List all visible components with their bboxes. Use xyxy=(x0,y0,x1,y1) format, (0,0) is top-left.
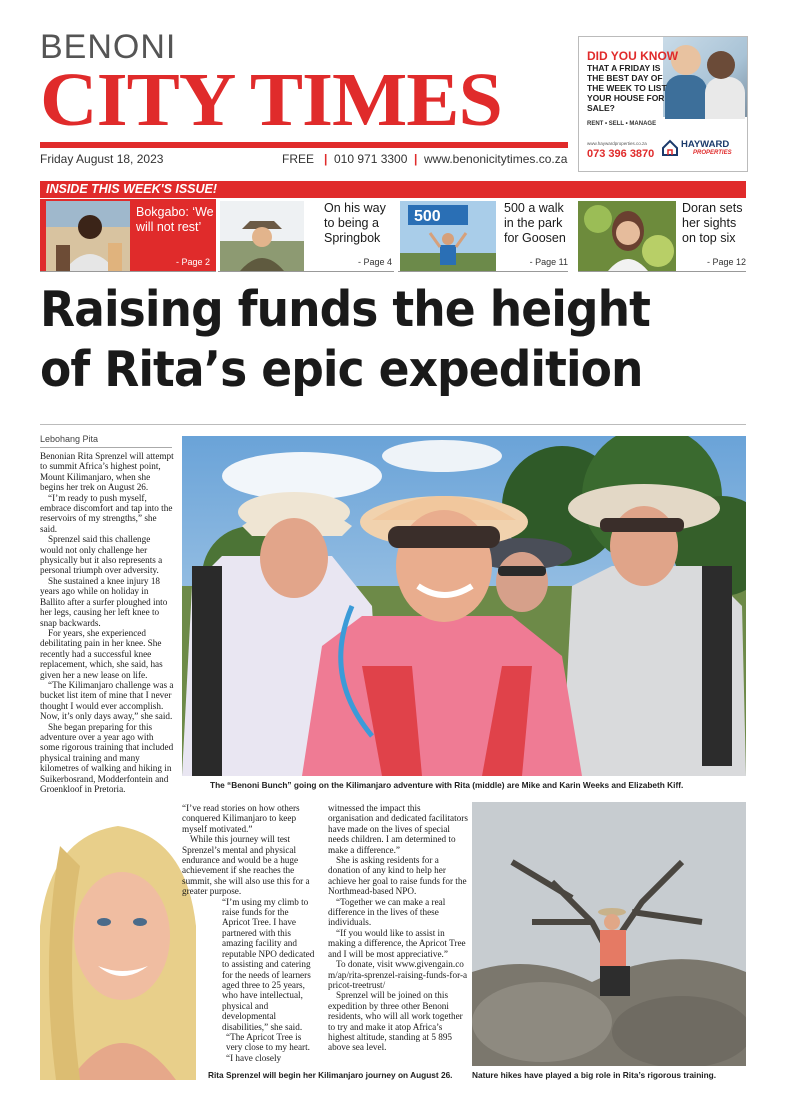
divider: | xyxy=(414,152,418,166)
teaser-item[interactable] xyxy=(398,199,568,272)
issue-info-bar xyxy=(40,152,570,168)
paragraph: “Together we can make a real difference in the lives of these individuals. xyxy=(328,896,446,928)
masthead-title: CITY TIMES xyxy=(40,58,502,142)
article-column-1 xyxy=(40,451,174,794)
runner-500-photo xyxy=(400,201,496,271)
issue-price: FREE xyxy=(282,152,315,166)
hike-photo-caption: Nature hikes have played a big role in Rita’s rigorous training. xyxy=(472,1070,717,1080)
article-column-2 xyxy=(182,803,318,1063)
ad-url: www.haywardproperties.co.za xyxy=(587,141,647,146)
donation-link[interactable]: To donate, visit www.givengain.com/ap/rita-sprenzel-raising-funds-for-apricot-treetrust/ xyxy=(328,959,468,990)
paragraph: “I’ve read stories on how others conquered Kilimanjaro to keep myself motivated.” xyxy=(182,803,300,834)
teaser-title: On his way to being a Springbok xyxy=(324,201,386,245)
ad-phone: 073 396 3870 xyxy=(587,148,655,160)
headline-line: Raising funds the height xyxy=(40,281,650,338)
benoni-bunch-photo xyxy=(182,436,746,776)
paragraph: She is asking residents for a donation of any kind to help her achieve her goal to raise funds for the Northmead-based NPO. xyxy=(328,855,467,897)
byline: Lebohang Pita xyxy=(40,434,172,448)
teaser-page: - Page 4 xyxy=(357,257,392,267)
ad-logo-sub: PROPERTIES xyxy=(693,150,732,156)
teaser-title: 500 a walk in the park for Goosen xyxy=(504,201,566,245)
inside-issue-heading: INSIDE THIS WEEK'S ISSUE! xyxy=(40,181,746,198)
paragraph: “The Apricot Tree is very close to my heart. “I have closely xyxy=(226,1031,310,1063)
paragraph: She began preparing for this adventure over a year ago with some rigorous training that included physical training and many kilometres of walking and hiking in Suikerbosrand, Modderfontein and Groenkloof in Pretoria. xyxy=(40,721,174,794)
main-photo-caption: The “Benoni Bunch” going on the Kilimanjaro adventure with Rita (middle) are Mike and Karin Weeks and Elizabeth Kiff. xyxy=(210,780,684,790)
paragraph: “If you would like to assist in making a difference, the Apricot Tree and I will be most appreciative.” xyxy=(328,927,466,959)
teaser-item[interactable] xyxy=(218,199,394,272)
paragraph: “I’m ready to push myself, embrace discomfort and tap into the reservoirs of my strengths,” she said. xyxy=(40,492,173,534)
paragraph: She sustained a knee injury 18 years ago while on holiday in Ballito after a surfer ploughed into her legs, causing her left knee to snap backwards. xyxy=(40,575,168,628)
hayward-properties-ad[interactable] xyxy=(578,36,748,172)
paragraph: witnessed the impact this organisation and dedicated facilitators have made on the lives of special needs children. I am determined to make a difference.” xyxy=(328,803,468,855)
issue-phone: 010 971 3300 xyxy=(334,152,408,166)
girl-portrait-photo xyxy=(578,201,676,271)
masthead-red-rule xyxy=(40,142,568,148)
house-icon xyxy=(661,139,679,157)
nature-hike-photo xyxy=(472,802,746,1066)
paragraph: While this journey will test Sprenzel’s mental and physical endurance and would be a huge achievement if she reaches the summit, she will also use this for a greater purpose. xyxy=(182,834,310,897)
paragraph: For years, she experienced debilitating pain in her knee. She recently had a successful knee replacement, which, she said, has given her a new lease on life. xyxy=(40,627,163,680)
rita-portrait-photo xyxy=(40,806,196,1080)
ad-heading: DID YOU KNOW xyxy=(587,49,679,63)
paragraph: “I’m using my climb to raise funds for the Apricot Tree. I have partnered with this amazing facility and reputable NPO dedicated to assisting and catering for the needs of learners aged three to 25 years, who have intellectual, physical and developmental disabilities,” she said. xyxy=(222,896,315,1032)
issue-website[interactable]: www.benonicitytimes.co.za xyxy=(424,152,568,166)
article-column-3 xyxy=(328,803,468,1053)
teaser-title: Doran sets her sights on top six xyxy=(682,201,743,245)
ad-logo-name: HAYWARD xyxy=(681,139,730,150)
main-headline xyxy=(40,280,710,400)
portrait-caption: Rita Sprenzel will begin her Kilimanjaro journey on August 26. xyxy=(208,1070,453,1080)
headline-line: of Rita’s epic expedition xyxy=(40,341,643,398)
teaser-page: - Page 2 xyxy=(175,257,210,267)
divider: | xyxy=(324,152,328,166)
paragraph: Sprenzel will be joined on this expedition by three other Benoni residents, who will all work together to try and make it atop Africa’s highest altitude, standing at 5 895 above sea level. xyxy=(328,990,463,1053)
section-rule xyxy=(40,424,746,425)
ad-text: THAT A FRIDAY IS THE BEST DAY OF THE WEEK TO LIST YOUR HOUSE FOR SALE? xyxy=(587,63,667,113)
paragraph: Benonian Rita Sprenzel will attempt to summit Africa’s highest point, Mount Kilimanjaro, when she begins her trek on August 26. xyxy=(40,451,174,493)
svg-text:500: 500 xyxy=(414,208,441,225)
masthead-town: BENONI xyxy=(40,28,177,66)
masthead xyxy=(40,30,568,170)
issue-date: Friday August 18, 2023 xyxy=(40,152,164,166)
teaser-title: Bokgabo: ‘We will not rest’ xyxy=(136,205,214,234)
ad-services: RENT • SELL • MANAGE xyxy=(587,121,657,127)
teaser-page: - Page 12 xyxy=(706,257,746,267)
teaser-item[interactable] xyxy=(40,199,216,272)
paragraph: “The Kilimanjaro challenge was a bucket list item of mine that I never thought I would ever accomplish. Now, it’s only days away,” she said. xyxy=(40,679,174,722)
paragraph: Sprenzel said this challenge would not only challenge her physically but it also represents a personal triumph over adversity. xyxy=(40,534,163,576)
teaser-item[interactable] xyxy=(578,199,746,272)
teaser-page: - Page 11 xyxy=(529,257,568,267)
woman-portrait-photo xyxy=(46,201,130,271)
boy-in-hat-photo xyxy=(220,201,304,271)
